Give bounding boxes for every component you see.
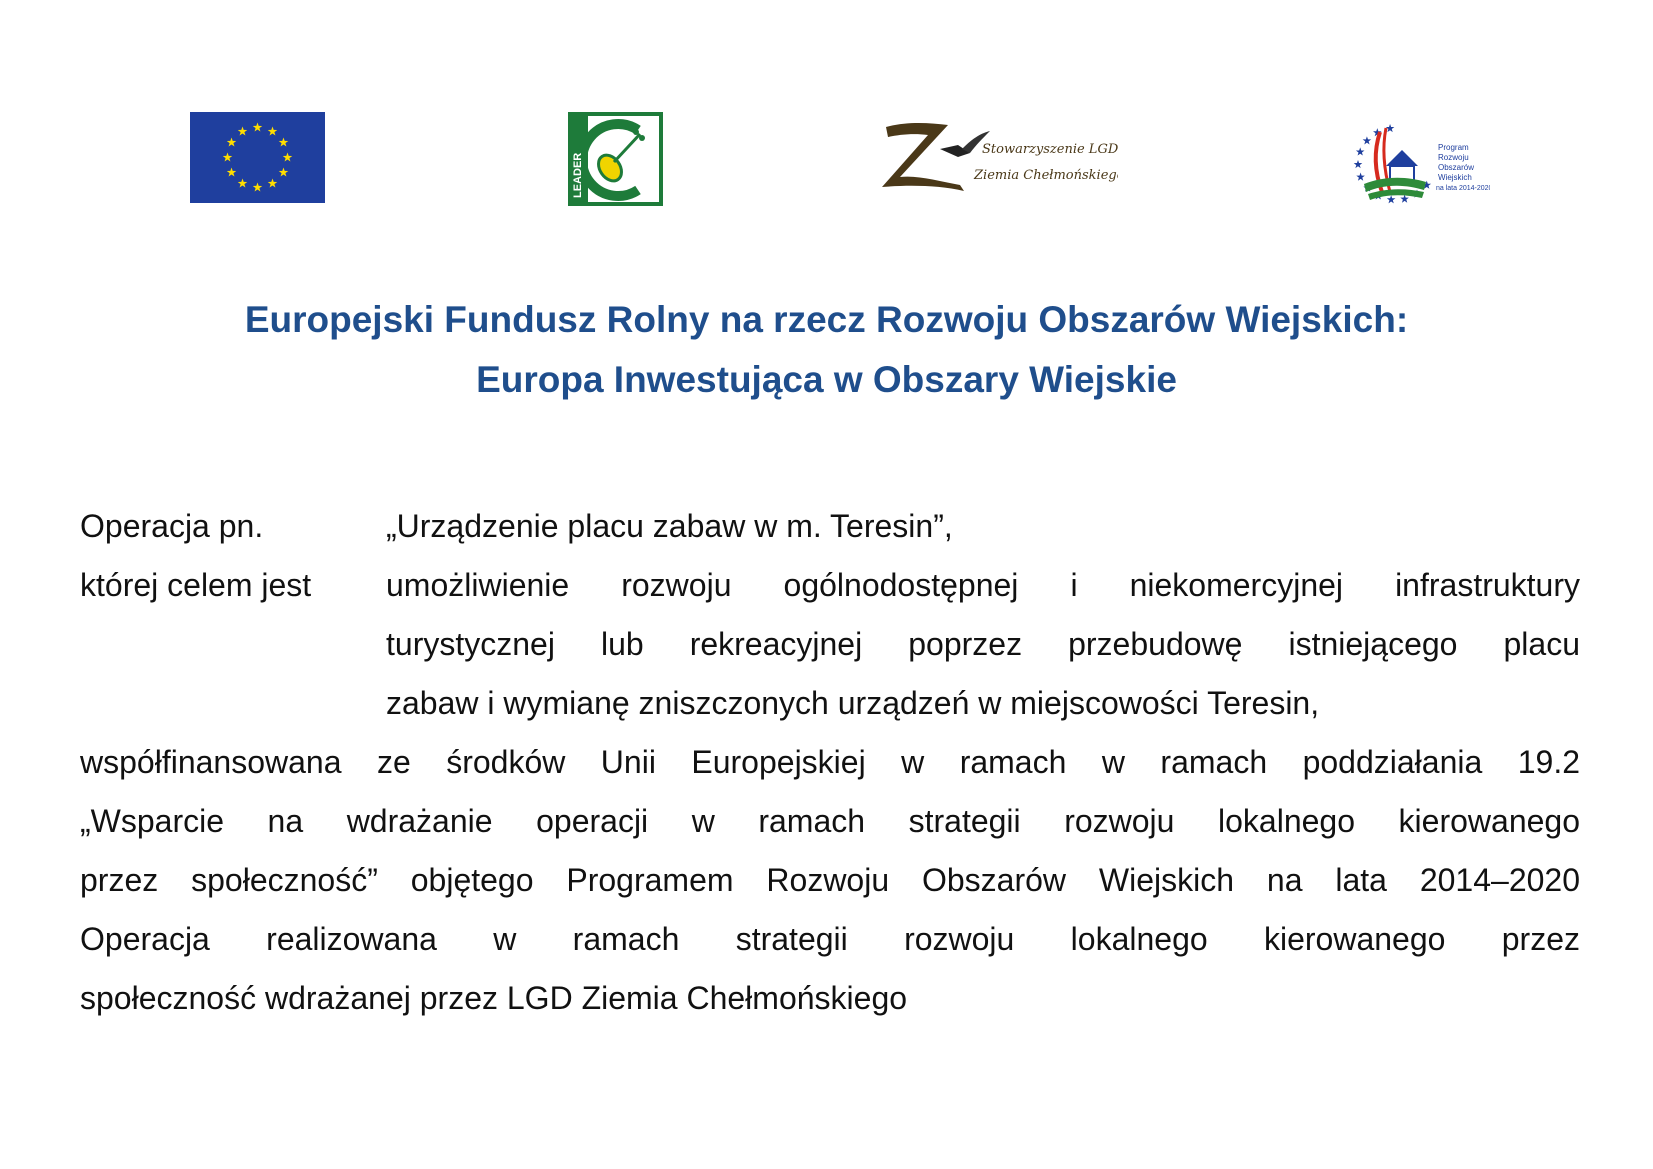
goal-label: której celem jest [80, 567, 312, 603]
operation-description [80, 497, 1580, 1028]
prow-logo-icon [1340, 120, 1490, 208]
svg-text:na lata 2014-2020: na lata 2014-2020 [1436, 185, 1490, 192]
svg-text:Ziemia Chełmońskiego: Ziemia Chełmońskiego [974, 168, 1118, 183]
svg-text:Wiejskich: Wiejskich [1438, 173, 1472, 182]
cofinance-line: „Wsparcie na wdrażanie operacji w ramach strategii rozwoju lokalnego kierowanego [80, 803, 1580, 839]
prow-star [1356, 147, 1365, 155]
operation-label: Operacja pn. [80, 508, 264, 544]
leader-logo [568, 112, 663, 206]
cofinance-line: przez społeczność” objętego Programem Rozwoju Obszarów Wiejskich na lata 2014–2020 [80, 862, 1580, 898]
prow-star [1400, 195, 1409, 203]
prow-star [1356, 173, 1365, 181]
cofinance-line: współfinansowana ze środków Unii Europejskiej w ramach w ramach poddziałania 19.2 [80, 744, 1580, 780]
lgd-ziemia-chelmonskiego-logo [878, 115, 1118, 197]
leader-logo-icon [568, 112, 663, 206]
operation-name-row [80, 497, 1580, 556]
title-line-2: Europa Inwestująca w Obszary Wiejskie [476, 359, 1177, 400]
goal-line: zabaw i wymianę zniszczonych urządzeń w miejscowości Teresin, [386, 685, 1320, 721]
prow-star [1387, 195, 1396, 203]
lgd-logo-icon [878, 115, 1118, 197]
svg-text:Stowarzyszenie LGD: Stowarzyszenie LGD [982, 142, 1118, 157]
svg-text:LEADER: LEADER [572, 152, 584, 198]
implementation-line: Operacja realizowana w ramach strategii rozwoju lokalnego kierowanego przez [80, 921, 1580, 957]
goal-line: turystycznej lub rekreacyjnej poprzez przebudowę istniejącego placu [386, 626, 1580, 662]
prow-star [1354, 160, 1363, 168]
implementation-line: społeczność wdrażanej przez LGD Ziemia Chełmońskiego [80, 980, 908, 1016]
svg-text:Obszarów: Obszarów [1438, 163, 1475, 172]
page-title [0, 290, 1653, 410]
goal-line: umożliwienie rozwoju ogólnodostępnej i niekomercyjnej infrastruktury [386, 567, 1580, 603]
title-line-1: Europejski Fundusz Rolny na rzecz Rozwoju Obszarów Wiejskich: [244, 299, 1409, 340]
eu-flag-logo [190, 112, 325, 203]
prow-star [1363, 136, 1372, 144]
prow-2014-2020-logo [1340, 120, 1490, 208]
svg-text:Program: Program [1438, 143, 1469, 152]
prow-star [1386, 124, 1395, 132]
svg-text:Rozwoju: Rozwoju [1438, 153, 1469, 162]
operation-goal-row [80, 556, 1580, 733]
operation-name: „Urządzenie placu zabaw w m. Teresin”, [386, 508, 953, 544]
eu-flag-icon [190, 112, 325, 203]
